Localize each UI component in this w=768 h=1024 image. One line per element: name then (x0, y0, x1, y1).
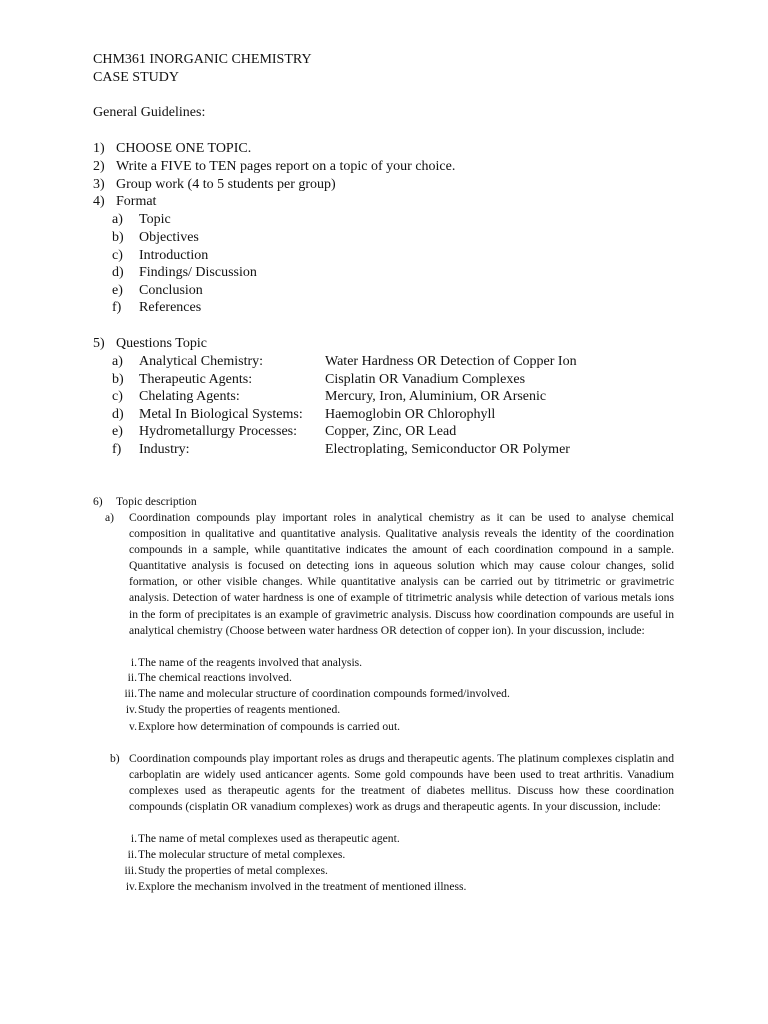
subitem-text: The name of the reagents involved that analysis. (138, 656, 363, 669)
subitem-number: ii. (127, 848, 137, 861)
question-topic: Copper, Zinc, OR Lead (325, 424, 457, 439)
question-area: Analytical Chemistry: (139, 354, 264, 369)
format-letter: f) (112, 300, 122, 315)
guideline-number: 1) (93, 141, 105, 156)
description-letter: a) (105, 511, 115, 524)
description-paragraph: Coordination compounds play important roles in analytical chemistry as it can be used to analyse chemical composition in qualitative and quantitative analysis. Qualitative analysis reveals the identity of the coordination compounds in a sample, while quantitative indicates the amount of each coordination compound in a sample. Quantitative analysis is focused on detecting ions in aqueous solution which may cause colour changes, solid formation, or other visible changes. While quantitative analysis can be carried out by titrimetric or gravimetric analysis. Detection of water hardness is one of example of titrimetric analysis while detection of various metals ions in the form of precipitates is an example of gravimetric analysis. Discuss how coordination compounds are useful in analytical chemistry (Choose between water hardness OR detection of copper ion). In your discussion, include: (129, 511, 674, 637)
format-letter: b) (112, 230, 124, 245)
subitem-number: ii. (127, 671, 137, 684)
question-topic: Electroplating, Semiconductor OR Polymer (325, 442, 570, 457)
format-letter: e) (112, 283, 123, 298)
format-item: Objectives (139, 230, 199, 245)
subitem-text: The name of metal complexes used as therapeutic agent. (138, 832, 400, 845)
format-letter: a) (112, 212, 123, 227)
subitem-number: i. (130, 656, 137, 669)
guideline-text: Format (116, 194, 157, 209)
question-letter: e) (112, 424, 123, 439)
question-letter: b) (112, 372, 124, 387)
guideline-number: 2) (93, 159, 105, 174)
question-area: Hydrometallurgy Processes: (139, 424, 297, 439)
questions-number: 5) (93, 336, 105, 351)
subitem-number: iii. (124, 864, 137, 877)
format-item: Introduction (139, 248, 209, 263)
guideline-number: 4) (93, 194, 105, 209)
subitem-text: Study the properties of metal complexes. (138, 864, 328, 877)
document-type: CASE STUDY (93, 70, 179, 85)
format-item: Findings/ Discussion (139, 265, 257, 280)
subitem-text: Explore how determination of compounds is carried out. (138, 720, 401, 733)
guideline-number: 3) (93, 177, 105, 192)
question-letter: a) (112, 354, 123, 369)
question-area: Metal In Biological Systems: (139, 407, 303, 422)
subitem-text: The chemical reactions involved. (138, 671, 292, 684)
subitem-text: The name and molecular structure of coordination compounds formed/involved. (138, 687, 510, 700)
subitem-number: iv. (125, 880, 137, 893)
format-item: Conclusion (139, 283, 203, 298)
format-item: References (139, 300, 202, 315)
subitem-text: Explore the mechanism involved in the treatment of mentioned illness. (138, 880, 467, 893)
subitem-number: iii. (124, 687, 137, 700)
description-paragraph: Coordination compounds play important roles as drugs and therapeutic agents. The platinum complexes cisplatin and carboplatin are widely used anticancer agents. Some gold compounds have been used to treat arthritis. Vanadium complexes used as therapeutic agents for the treatment of diabetes mellitus. Discuss how these coordination compounds (cisplatin OR vanadium complexes) work as drugs and therapeutic agents. In your discussion, include: (129, 752, 674, 814)
question-area: Industry: (139, 442, 190, 457)
description-heading: Topic description (116, 495, 197, 508)
format-letter: c) (112, 248, 123, 263)
subitem-text: Study the properties of reagents mentioned. (138, 703, 341, 716)
question-area: Therapeutic Agents: (139, 372, 253, 387)
description-number: 6) (93, 495, 103, 508)
subitem-number: i. (130, 832, 137, 845)
question-topic: Haemoglobin OR Chlorophyll (325, 407, 496, 422)
question-letter: c) (112, 389, 123, 404)
description-letter: b) (110, 752, 120, 765)
course-title: CHM361 INORGANIC CHEMISTRY (93, 52, 312, 67)
format-letter: d) (112, 265, 124, 280)
format-item: Topic (139, 212, 171, 227)
guidelines-heading: General Guidelines: (93, 105, 206, 120)
question-letter: d) (112, 407, 124, 422)
guideline-text: Group work (4 to 5 students per group) (116, 177, 336, 192)
question-topic: Mercury, Iron, Aluminium, OR Arsenic (325, 389, 547, 404)
guideline-text: CHOOSE ONE TOPIC. (116, 141, 252, 156)
questions-heading: Questions Topic (116, 336, 207, 351)
question-topic: Cisplatin OR Vanadium Complexes (325, 372, 526, 387)
guideline-text: Write a FIVE to TEN pages report on a topic of your choice. (116, 159, 456, 174)
subitem-text: The molecular structure of metal complexes. (138, 848, 346, 861)
subitem-number: v. (129, 720, 137, 733)
question-letter: f) (112, 442, 122, 457)
subitem-number: iv. (125, 703, 137, 716)
question-topic: Water Hardness OR Detection of Copper Ion (325, 354, 577, 369)
question-area: Chelating Agents: (139, 389, 240, 404)
